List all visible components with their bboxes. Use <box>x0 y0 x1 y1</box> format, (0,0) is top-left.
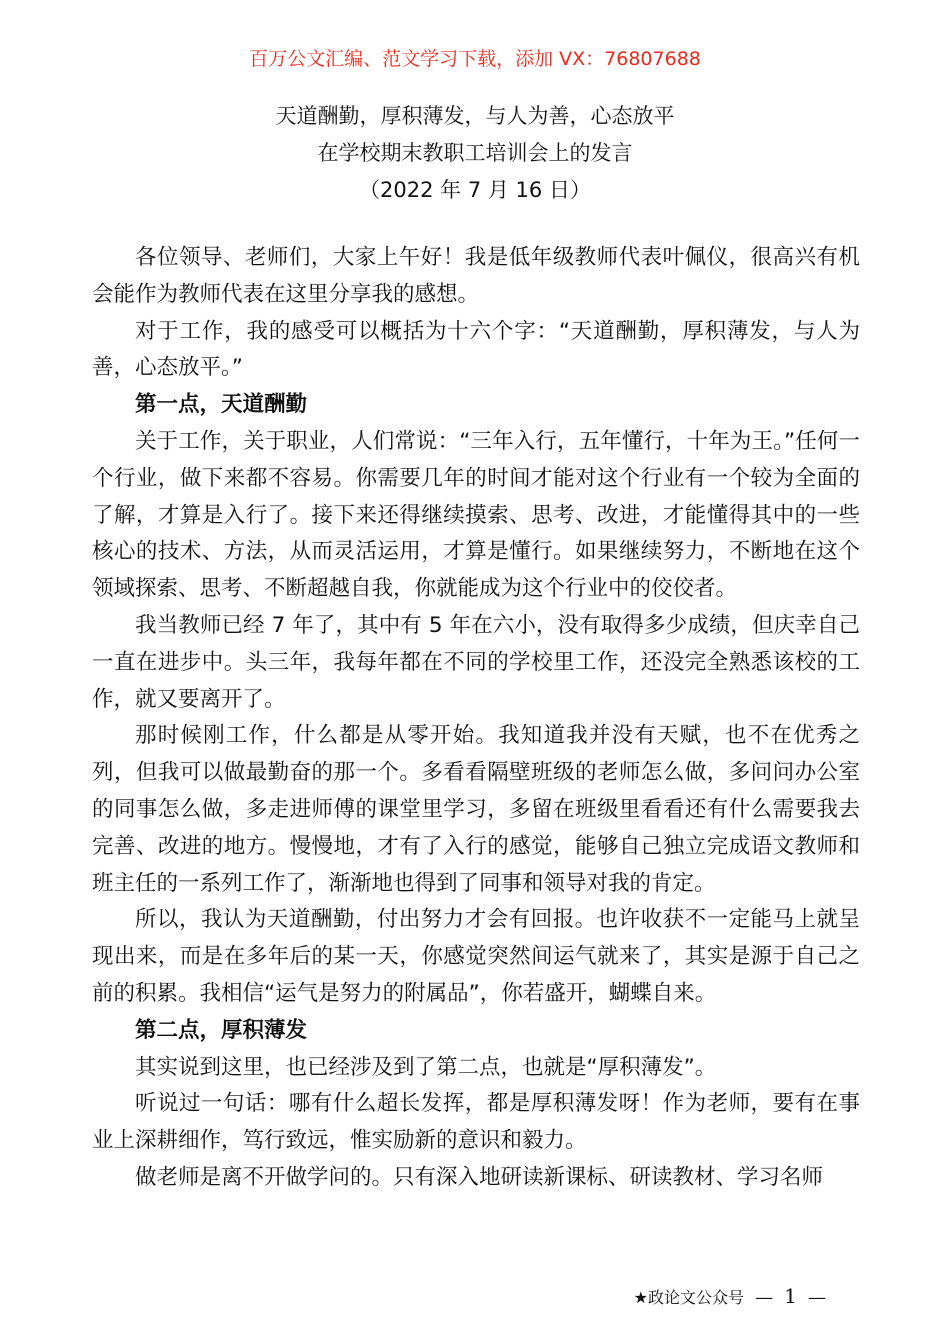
paragraph: 做老师是离不开做学问的。只有深入地研读新课标、研读教材、学习名师 <box>135 1164 824 1190</box>
page-footer <box>634 1282 832 1312</box>
paragraph: 听说过一句话：哪有什么超长发挥，都是厚积薄发呀！作为老师，要有在事业上深耕细作，笃行致远，惟实励新的意识和毅力。 <box>92 1091 860 1154</box>
footer-source: ★政论文公众号 <box>633 1288 744 1307</box>
header-note: 百万公文汇编、范文学习下载，添加 VX：76807688 <box>249 48 701 70</box>
paragraph: 各位领导、老师们，大家上午好！我是低年级教师代表叶佩仪，很高兴有机会能作为教师代表在这里分享我的感想。 <box>92 245 860 307</box>
paragraph: 我当教师已经 7 年了，其中有 5 年在六小，没有取得多少成绩，但庆幸自己一直在进步中。头三年，我每年都在不同的学校里工作，还没完全熟悉该校的工作，就又要离开了。 <box>92 612 860 712</box>
paragraph: 所以，我认为天道酬勤，付出努力才会有回报。也许收获不一定能马上就呈现出来，而是在多年后的某一天，你感觉突然间运气就来了，其实是源于自己之前的积累。我相信“运气是努力的附属品”，你若盛开，蝴蝶自来。 <box>92 907 860 1006</box>
footer-dash-left: — <box>755 1287 774 1308</box>
title-block <box>0 98 950 209</box>
paragraph: 那时候刚工作，什么都是从零开始。我知道我并没有天赋，也不在优秀之列，但我可以做最勤奋的那一个。多看看隔壁班级的老师怎么做，多问问办公室的同事怎么做，多走进师傅的课堂里学习，多留在班级里看看还有什么需要我去完善、改进的地方。慢慢地，才有了入行的感觉，能够自己独立完成语文教师和班主任的一系列工作了，渐渐地也得到了同事和领导对我的肯定。 <box>92 723 860 896</box>
body-text <box>92 240 860 1197</box>
footer-dash-right: — <box>808 1287 826 1308</box>
title-subtitle: 在学校期末教职工培训会上的发言 <box>317 141 633 165</box>
title-main: 天道酬勤，厚积薄发，与人为善，心态放平 <box>275 104 675 128</box>
section-heading: 第二点，厚积薄发 <box>135 1017 308 1043</box>
page-number: 1 <box>784 1284 797 1308</box>
paragraph: 关于工作，关于职业，人们常说：“三年入行，五年懂行，十年为王。”任何一个行业，做下来都不容易。你需要几年的时间才能对这个行业有一个较为全面的了解，才算是入行了。接下来还得继续摸索、思考、改进，才能懂得其中的一些核心的技术、方法，从而灵活运用，才算是懂行。如果继续努力，不断地在这个领域探索、思考、不断超越自我，你就能成为这个行业中的佼佼者。 <box>92 428 860 602</box>
title-date: （2022 年 7 月 16 日） <box>359 178 591 202</box>
section-heading: 第一点，天道酬勤 <box>135 392 308 418</box>
paragraph: 对于工作，我的感受可以概括为十六个字：“天道酬勤，厚积薄发，与人为善，心态放平。” <box>92 318 860 381</box>
paragraph: 其实说到这里，也已经涉及到了第二点，也就是“厚积薄发”。 <box>135 1054 717 1080</box>
